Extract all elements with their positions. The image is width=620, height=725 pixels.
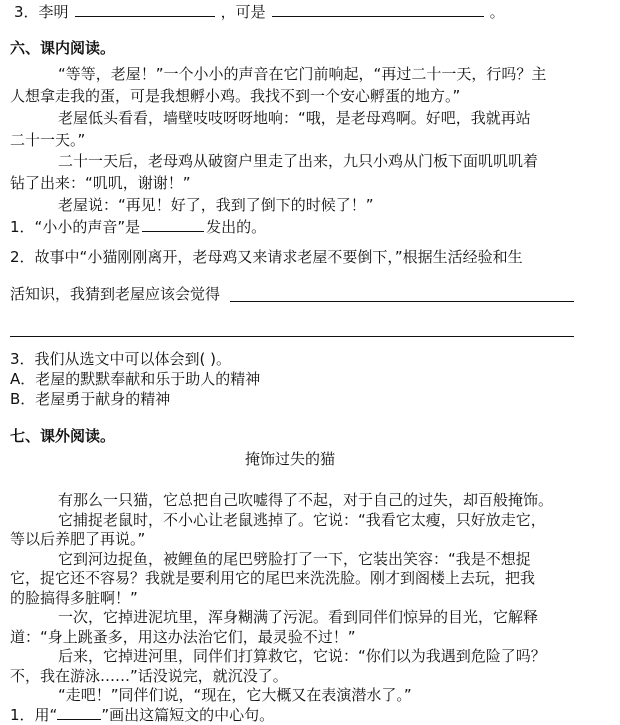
passage-line: 后来，它掉进河里，同伴们打算救它，它说：“你们以为我遇到危险了吗？ xyxy=(58,647,546,665)
passage-line: 老屋低头看看，墙壁吱吱呀呀地响：“哦，是老母鸡啊。好吧，我就再站 xyxy=(58,108,531,127)
passage-line: 的脸搞得多脏啊！” xyxy=(10,588,138,607)
top-question-left: 李明 xyxy=(38,3,69,21)
answer-blank[interactable] xyxy=(142,217,204,232)
passage-line: 不，我在游泳……”话没说完，就沉没了。 xyxy=(10,666,288,685)
question-prefix: 1．用“ xyxy=(10,705,58,724)
answer-blank[interactable] xyxy=(272,2,484,17)
top-question xyxy=(14,2,505,22)
passage-line: 钻了出来：“叽叽，谢谢！” xyxy=(10,173,191,192)
option-b[interactable]: B．老屋勇于献身的精神 xyxy=(10,389,171,408)
question-1-after: 发出的。 xyxy=(206,217,267,236)
section-heading: 七、课外阅读。 xyxy=(10,426,116,445)
passage-line: “走吧！”同伴们说，“现在，它大概又在表演潜水了。” xyxy=(58,686,412,704)
answer-line[interactable] xyxy=(10,336,574,337)
passage-line: 道：“身上跳蚤多，用这办法治它们，最灵验不过！” xyxy=(10,627,356,646)
answer-blank[interactable] xyxy=(57,705,101,720)
answer-line[interactable] xyxy=(230,301,574,302)
passage-line: 它，捉它还不容易？我就是要利用它的尾巴来洗洗脸。刚才到阁楼上去玩，把我 xyxy=(10,569,536,587)
question-2-line1: 2．故事中“小猫刚刚离开，老母鸡又来请求老屋不要倒下，”根据生活经验和生 xyxy=(10,248,523,267)
question-suffix: ”画出这篇短文的中心句。 xyxy=(101,705,275,724)
top-question-number: 3． xyxy=(14,3,39,21)
top-question-end: 。 xyxy=(489,3,505,21)
top-question-middle: ，可是 xyxy=(220,3,266,21)
story-title: 掩饰过失的猫 xyxy=(245,449,336,468)
question-2-line2: 活知识，我猜到老屋应该会觉得 xyxy=(10,284,221,303)
answer-blank[interactable] xyxy=(75,2,215,17)
section-heading: 六、课内阅读。 xyxy=(10,39,116,58)
passage-line: 有那么一只猫，它总把自己吹嘘得了不起，对于自己的过失，却百般掩饰。 xyxy=(58,491,554,509)
question-1 xyxy=(10,217,266,237)
passage-line: 等以后养肥了再说。” xyxy=(10,530,146,548)
question-1-text: 1．“小小的声音”是 xyxy=(10,217,141,236)
option-a[interactable]: A．老屋的默默奉献和乐于助人的精神 xyxy=(10,369,261,388)
passage-line: “等等，老屋！”一个小小的声音在它门前响起，“再过二十一天，行吗？主 xyxy=(58,64,547,83)
passage-line: 二十一天。” xyxy=(10,130,86,149)
passage-line: 老屋说：“再见！好了，我到了倒下的时候了！” xyxy=(58,195,374,214)
passage-line: 一次，它掉进泥坑里，浑身糊满了污泥。看到同伴们惊异的目光，它解释 xyxy=(58,608,539,626)
passage-line: 它捕捉老鼠时，不小心让老鼠逃掉了。它说：“我看它太瘦，只好放走它， xyxy=(58,510,546,529)
passage-line: 它到河边捉鱼，被鲤鱼的尾巴劈脸打了一下，它装出笑容：“我是不想捉 xyxy=(58,549,531,568)
passage-line: 二十一天后，老母鸡从破窗户里走了出来，九只小鸡从门板下面叽叽叽着 xyxy=(58,151,539,170)
question-3: 3．我们从选文中可以体会到( )。 xyxy=(10,349,232,368)
passage-line: 人想拿走我的蛋，可是我想孵小鸡。我找不到一个安心孵蛋的地方。” xyxy=(10,86,461,105)
